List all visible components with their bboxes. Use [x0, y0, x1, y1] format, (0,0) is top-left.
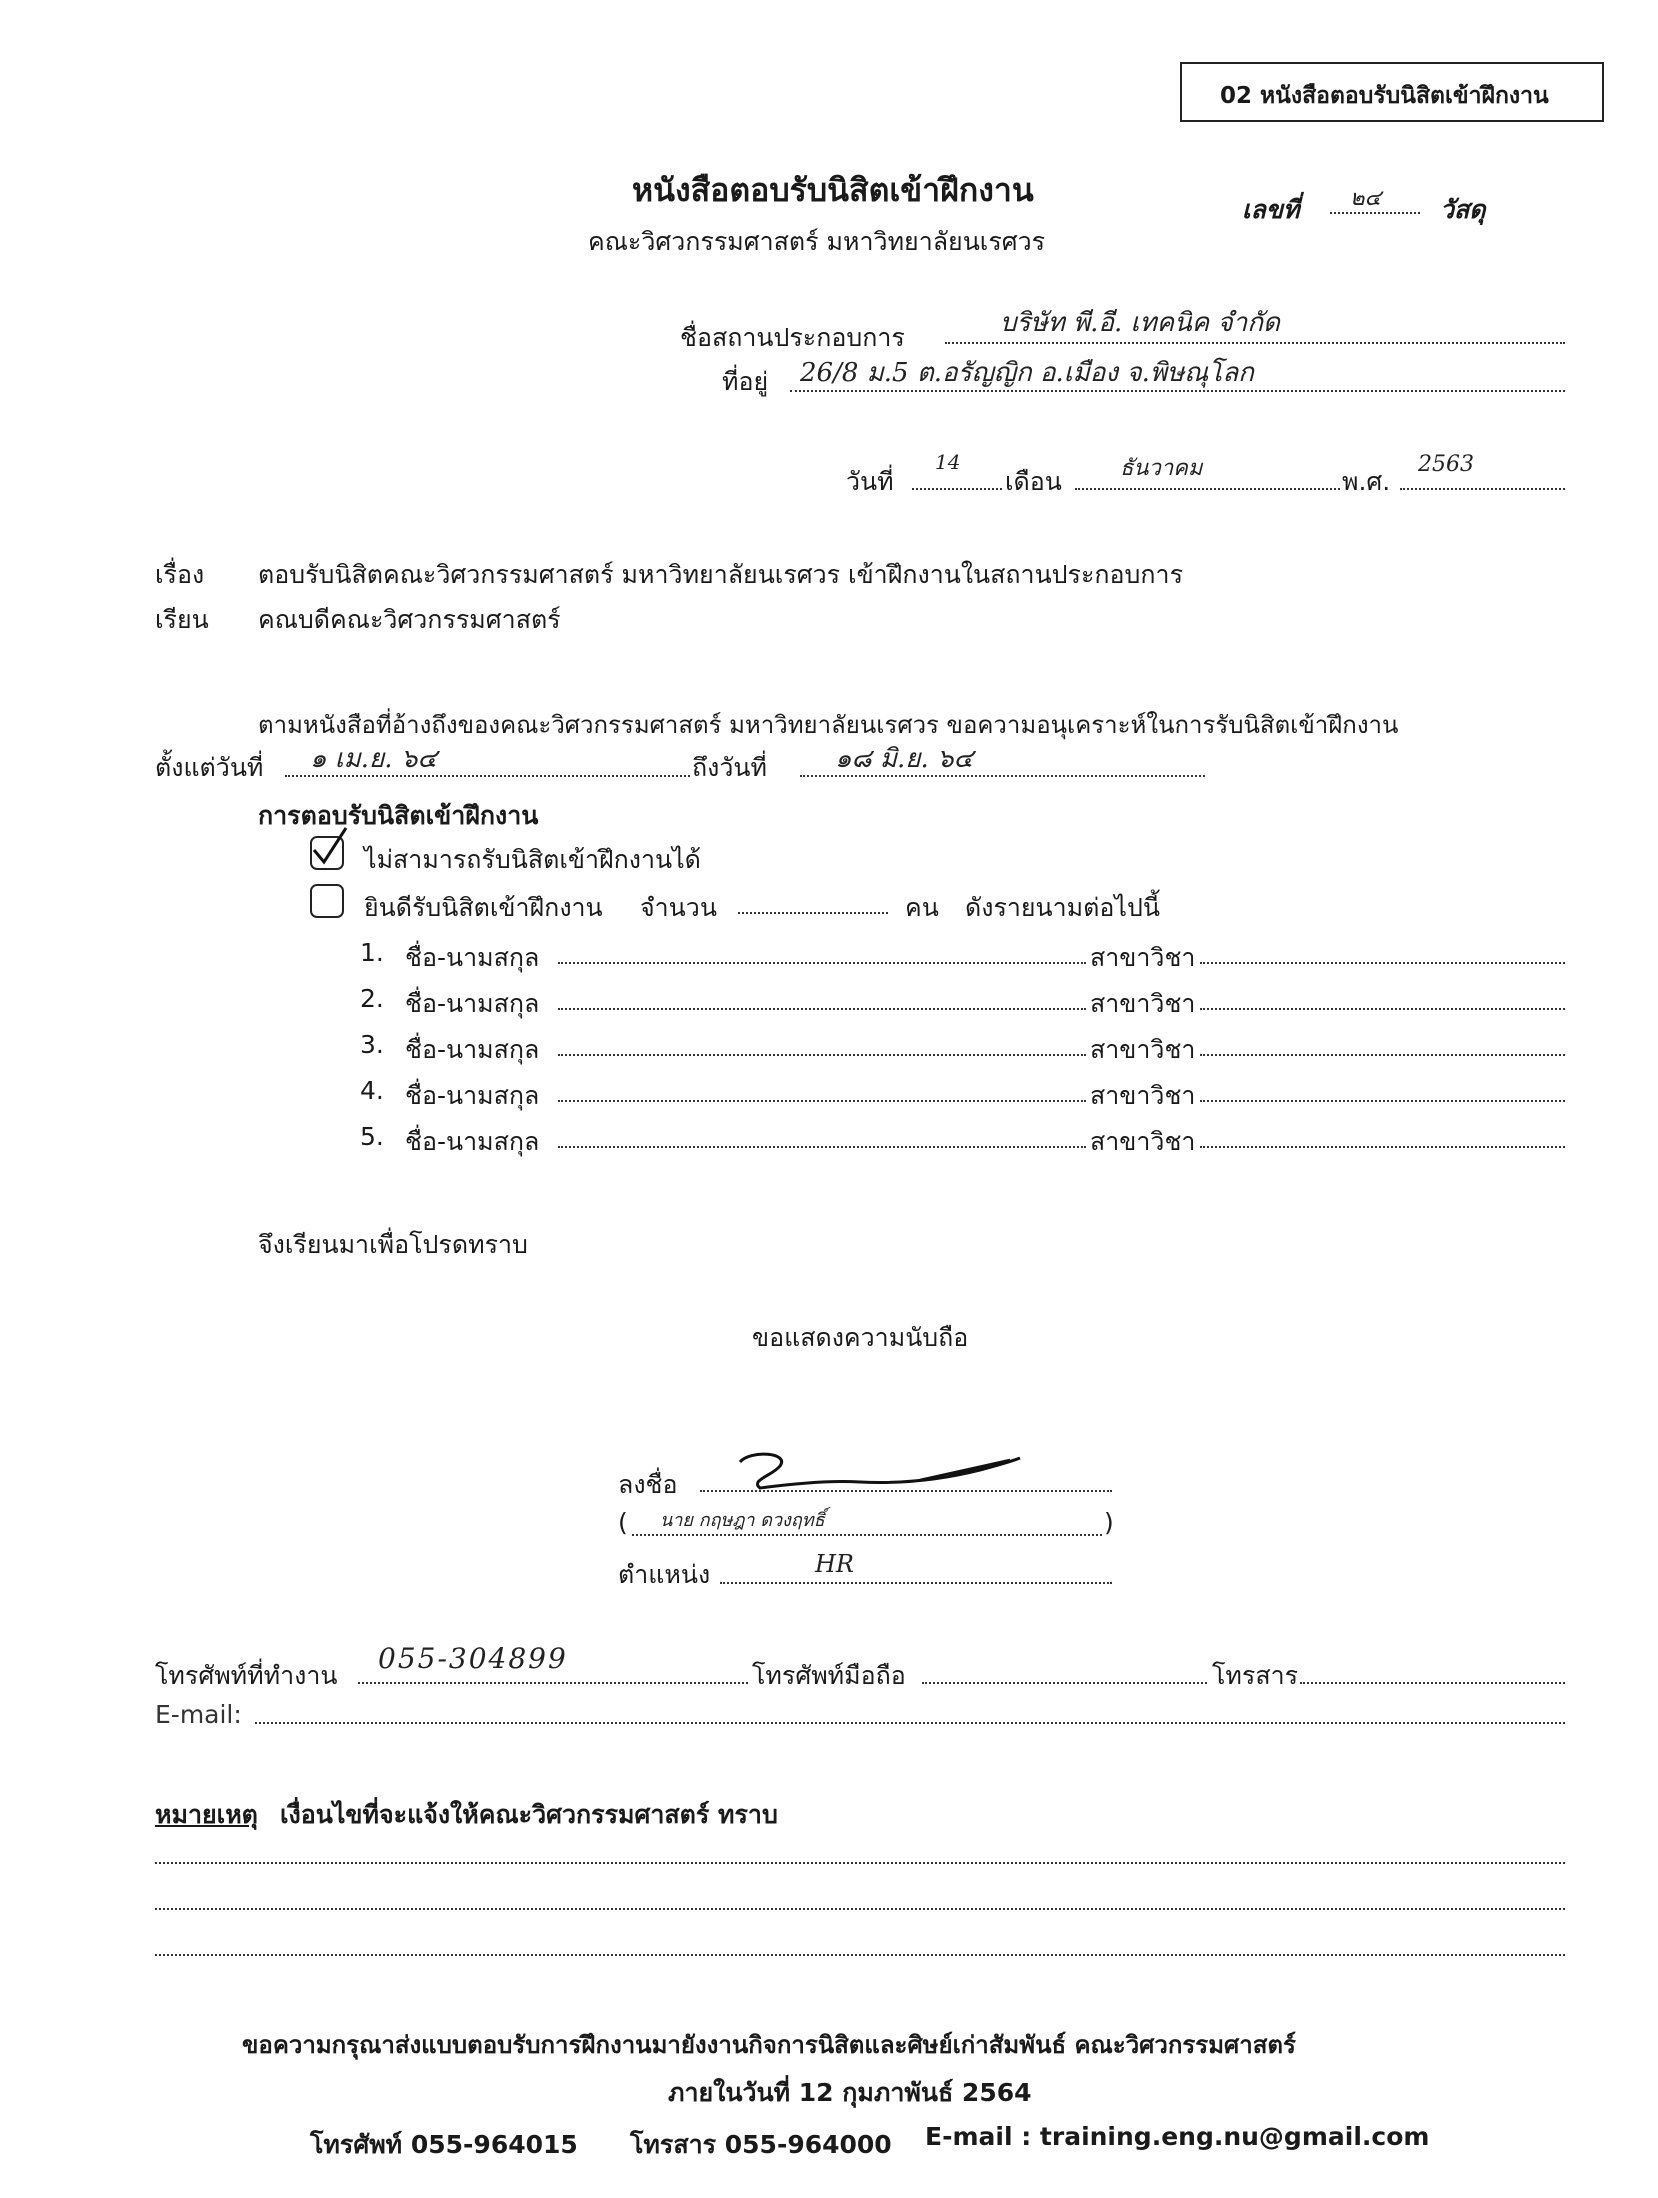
date-year-dots [1400, 488, 1565, 490]
accept-count-dots [738, 912, 888, 914]
company-value: บริษัท พี.อี. เทคนิค จำกัด [1000, 308, 1280, 338]
email-dots [255, 1722, 1565, 1724]
student-no: 5. [360, 1122, 384, 1151]
signer-name: นาย กฤษฎา ดวงฤทธิ์ [660, 1510, 825, 1531]
student-name-dots [558, 962, 1086, 964]
student-no: 3. [360, 1030, 384, 1059]
date-year-label: พ.ศ. [1342, 467, 1391, 496]
student-major-label: สาขาวิชา [1090, 1035, 1196, 1064]
mobile-label: โทรศัพท์มือถือ [752, 1661, 906, 1690]
student-no: 1. [360, 938, 384, 967]
footer-email: E-mail : training.eng.nu@gmail.com [925, 2122, 1430, 2151]
student-no: 2. [360, 984, 384, 1013]
note-label: หมายเหตุ [155, 1800, 258, 1829]
to-label: เรียน [155, 605, 209, 634]
position-dots [720, 1582, 1112, 1584]
student-name-dots [558, 1008, 1086, 1010]
address-value: 26/8 ม.5 ต.อรัญญิก อ.เมือง จ.พิษณุโลก [800, 358, 1254, 388]
office-phone-value: 055-304899 [378, 1642, 568, 1675]
accept-unit: คน [905, 893, 939, 922]
date-month-dots [1075, 488, 1340, 490]
student-name-label: ชื่อ-นามสกุล [405, 1081, 540, 1110]
position-value: HR [815, 1550, 854, 1578]
paren-open: ( [618, 1508, 628, 1537]
date-year: 2563 [1418, 452, 1474, 477]
student-name-label: ชื่อ-นามสกุล [405, 989, 540, 1018]
student-name-label: ชื่อ-นามสกุล [405, 1035, 540, 1064]
student-major-label: สาขาวิชา [1090, 943, 1196, 972]
accept-count-label: จำนวน [640, 893, 717, 922]
student-name-dots [558, 1054, 1086, 1056]
doc-no-label: เลขที่ [1242, 195, 1300, 224]
sign-label: ลงชื่อ [618, 1470, 678, 1499]
page-title: หนังสือตอบรับนิสิตเข้าฝึกงาน [632, 171, 1034, 209]
note-line [155, 1908, 1565, 1910]
name-dots [632, 1534, 1102, 1536]
note-line [155, 1862, 1565, 1864]
student-name-label: ชื่อ-นามสกุล [405, 943, 540, 972]
subject-text: ตอบรับนิสิตคณะวิศวกรรมศาสตร์ มหาวิทยาลัยนเรศวร เข้าฝึกงานในสถานประกอบการ [258, 560, 1184, 589]
period-to-label: ถึงวันที่ [692, 753, 767, 782]
regards-text: ขอแสดงความนับถือ [752, 1323, 969, 1352]
student-name-dots [558, 1146, 1086, 1148]
student-major-dots [1200, 1146, 1565, 1148]
subject-label: เรื่อง [155, 560, 205, 589]
position-label: ตำแหน่ง [618, 1560, 711, 1589]
student-major-label: สาขาวิชา [1090, 989, 1196, 1018]
date-day: 14 [935, 450, 961, 474]
period-from: ๑ เม.ย. ๖๔ [310, 744, 438, 774]
address-label: ที่อยู่ [722, 367, 769, 396]
doc-no-suffix: วัสดุ [1440, 195, 1486, 224]
date-day-label: วันที่ [846, 467, 894, 496]
date-month: ธันวาคม [1120, 456, 1203, 481]
check-icon [308, 822, 352, 870]
student-major-dots [1200, 1008, 1565, 1010]
office-phone-dots [358, 1682, 748, 1684]
footer-phone: โทรศัพท์ 055-964015 [310, 2130, 578, 2159]
student-name-label: ชื่อ-นามสกุล [405, 1127, 540, 1156]
form-code: 02 หนังสือตอบรับนิสิตเข้าฝึกงาน [1220, 83, 1549, 109]
office-phone-label: โทรศัพท์ที่ทำงาน [155, 1661, 338, 1690]
date-month-label: เดือน [1005, 467, 1062, 496]
fax-label: โทรสาร [1212, 1661, 1299, 1690]
email-label: E-mail: [155, 1700, 242, 1729]
paren-close: ) [1104, 1508, 1114, 1537]
company-label: ชื่อสถานประกอบการ [680, 323, 905, 352]
student-name-dots [558, 1100, 1086, 1102]
student-major-dots [1200, 962, 1565, 964]
body-text: ตามหนังสือที่อ้างถึงของคณะวิศวกรรมศาสตร์ มหาวิทยาลัยนเรศวร ขอความอนุเคราะห์ในการรับนิสิตเข้าฝึกงาน [258, 711, 1399, 739]
footer-fax: โทรสาร 055-964000 [630, 2130, 892, 2159]
footer-line2: ภายในวันที่ 12 กุมภาพันธ์ 2564 [668, 2078, 1032, 2107]
response-heading: การตอบรับนิสิตเข้าฝึกงาน [258, 801, 539, 830]
accept-suffix: ดังรายนามต่อไปนี้ [965, 893, 1160, 922]
accept-label: ยินดีรับนิสิตเข้าฝึกงาน [364, 893, 603, 922]
page-subtitle: คณะวิศวกรรมศาสตร์ มหาวิทยาลัยนเรศวร [588, 227, 1046, 256]
footer-line1: ขอความกรุณาส่งแบบตอบรับการฝึกงานมายังงานกิจการนิสิตและศิษย์เก่าสัมพันธ์ คณะวิศวกรรมศาสตร์ [242, 2031, 1296, 2059]
period-to: ๑๘ มิ.ย. ๖๔ [835, 744, 974, 774]
doc-no-value: ๒๔ [1350, 186, 1382, 211]
to-text: คณบดีคณะวิศวกรรมศาสตร์ [258, 605, 561, 634]
student-major-dots [1200, 1054, 1565, 1056]
student-major-label: สาขาวิชา [1090, 1081, 1196, 1110]
date-day-dots [912, 488, 1002, 490]
accept-checkbox[interactable] [310, 884, 344, 918]
student-major-dots [1200, 1100, 1565, 1102]
note-line [155, 1954, 1565, 1956]
student-no: 4. [360, 1076, 384, 1105]
period-from-label: ตั้งแต่วันที่ [155, 753, 264, 782]
closing-text: จึงเรียนมาเพื่อโปรดทราบ [258, 1230, 528, 1259]
reject-label: ไม่สามารถรับนิสิตเข้าฝึกงานได้ [364, 845, 701, 874]
student-major-label: สาขาวิชา [1090, 1127, 1196, 1156]
signature-image [720, 1440, 1040, 1500]
mobile-dots [922, 1682, 1207, 1684]
fax-dots [1300, 1682, 1565, 1684]
note-text: เงื่อนไขที่จะแจ้งให้คณะวิศวกรรมศาสตร์ ทราบ [280, 1800, 778, 1829]
